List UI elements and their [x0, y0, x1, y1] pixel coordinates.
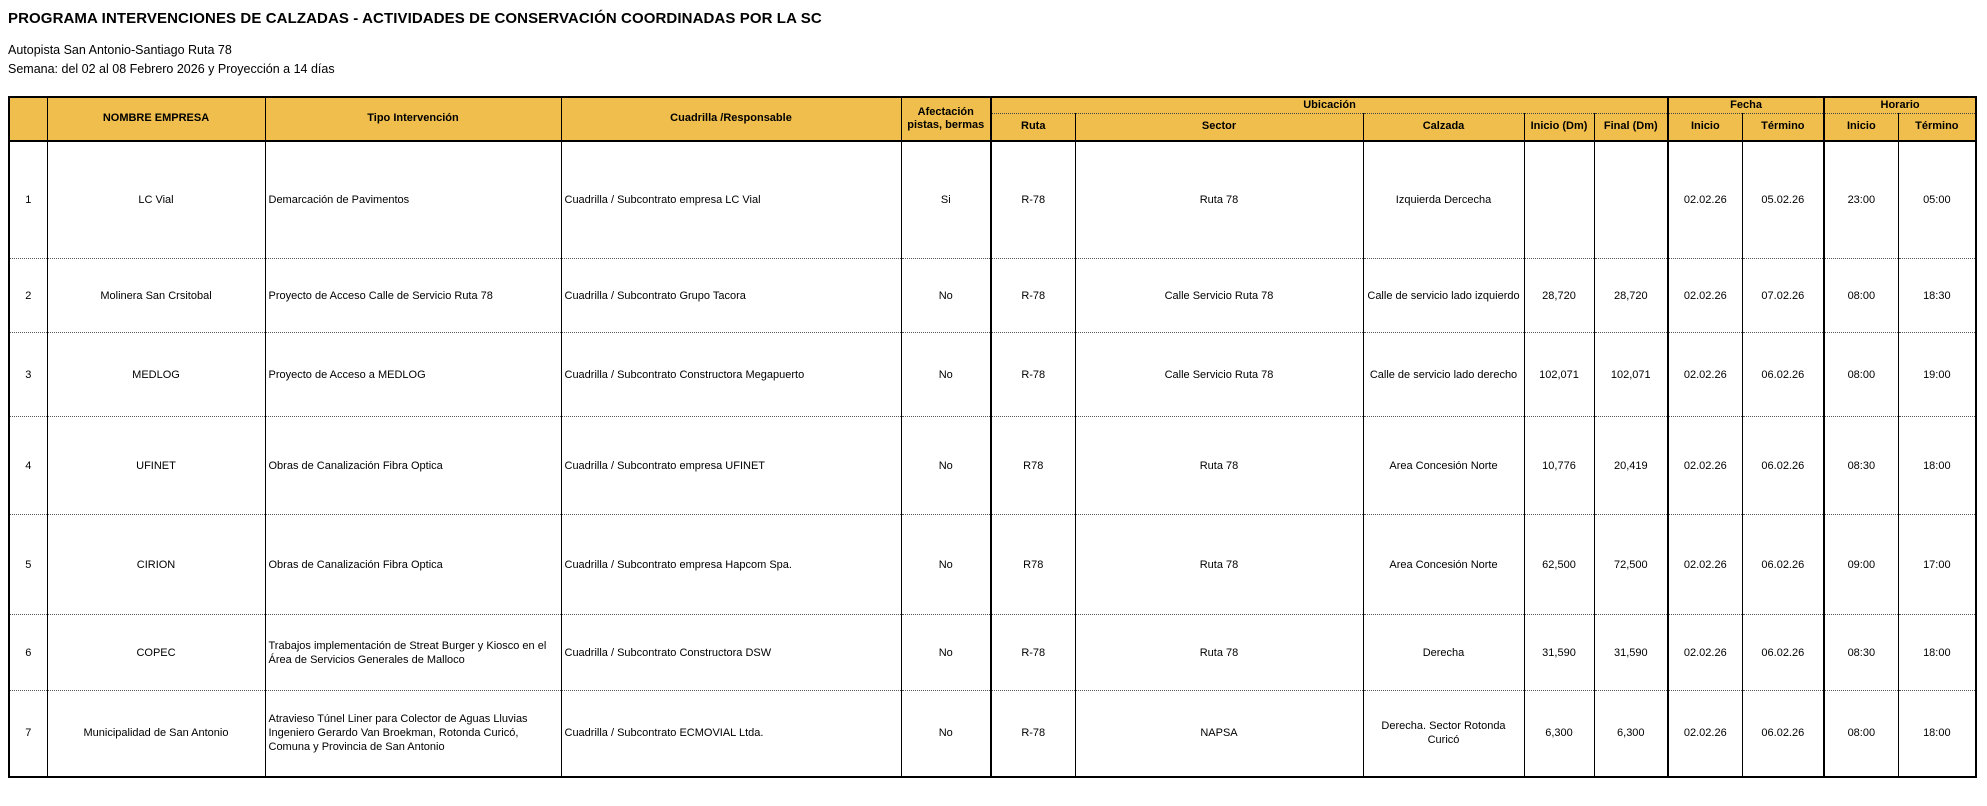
empresa-cell: UFINET [47, 417, 265, 515]
calzada-cell: Calle de servicio lado izquierdo [1363, 259, 1524, 333]
calzada-cell: Calle de servicio lado derecho [1363, 333, 1524, 417]
final-dm-cell: 31,590 [1594, 615, 1668, 691]
cuadrilla-cell: Cuadrilla / Subcontrato empresa LC Vial [561, 141, 901, 259]
group-header-fecha: Fecha [1668, 97, 1824, 114]
ruta-cell: R-78 [991, 333, 1075, 417]
inicio-dm-cell: 28,720 [1524, 259, 1594, 333]
week-subtitle: Semana: del 02 al 08 Febrero 2026 y Proyección a 14 días [8, 62, 335, 76]
title-block [0, 0, 1987, 79]
row-number-cell: 5 [9, 515, 47, 615]
row-number-cell: 4 [9, 417, 47, 515]
tipo-intervencion-cell: Atravieso Túnel Liner para Colector de Aguas Lluvias Ingeniero Gerardo Van Broekman, Rotonda Curicó, Comuna y Provincia de San Antonio [265, 691, 561, 777]
calzada-cell: Derecha. Sector Rotonda Curicó [1363, 691, 1524, 777]
fecha-inicio-cell: 02.02.26 [1668, 141, 1742, 259]
fecha-termino-cell: 06.02.26 [1742, 615, 1824, 691]
row-number-cell: 7 [9, 691, 47, 777]
inicio-dm-cell: 102,071 [1524, 333, 1594, 417]
row-number-cell: 3 [9, 333, 47, 417]
horario-inicio-cell: 08:00 [1824, 333, 1898, 417]
sector-cell: Ruta 78 [1075, 615, 1363, 691]
corner-header-cell [9, 97, 47, 141]
afectacion-cell: No [901, 515, 991, 615]
sector-cell: Ruta 78 [1075, 141, 1363, 259]
horario-inicio-cell: 08:30 [1824, 615, 1898, 691]
col-header-fecha-termino: Término [1742, 114, 1824, 141]
table-row [9, 333, 1976, 417]
horario-termino-cell: 18:00 [1898, 691, 1976, 777]
col-header-afectacion: Afectación pistas, bermas [901, 97, 991, 141]
cuadrilla-cell: Cuadrilla / Subcontrato empresa Hapcom Spa. [561, 515, 901, 615]
col-header-fecha-inicio: Inicio [1668, 114, 1742, 141]
table-row [9, 259, 1976, 333]
row-number-cell: 1 [9, 141, 47, 259]
cuadrilla-cell: Cuadrilla / Subcontrato Grupo Tacora [561, 259, 901, 333]
fecha-termino-cell: 06.02.26 [1742, 333, 1824, 417]
sector-cell: NAPSA [1075, 691, 1363, 777]
ruta-cell: R-78 [991, 691, 1075, 777]
row-number-cell: 6 [9, 615, 47, 691]
row-number-cell: 2 [9, 259, 47, 333]
horario-termino-cell: 18:30 [1898, 259, 1976, 333]
col-header-horario-termino: Término [1898, 114, 1976, 141]
fecha-inicio-cell: 02.02.26 [1668, 615, 1742, 691]
ruta-cell: R-78 [991, 615, 1075, 691]
horario-inicio-cell: 09:00 [1824, 515, 1898, 615]
horario-inicio-cell: 08:30 [1824, 417, 1898, 515]
final-dm-cell: 20,419 [1594, 417, 1668, 515]
col-header-ruta: Ruta [991, 114, 1075, 141]
fecha-termino-cell: 06.02.26 [1742, 417, 1824, 515]
afectacion-cell: Si [901, 141, 991, 259]
tipo-intervencion-cell: Proyecto de Acceso Calle de Servicio Ruta 78 [265, 259, 561, 333]
ruta-cell: R78 [991, 417, 1075, 515]
afectacion-cell: No [901, 691, 991, 777]
cuadrilla-cell: Cuadrilla / Subcontrato Constructora Megapuerto [561, 333, 901, 417]
calzada-cell: Derecha [1363, 615, 1524, 691]
tipo-intervencion-cell: Obras de Canalización Fibra Optica [265, 417, 561, 515]
final-dm-cell: 102,071 [1594, 333, 1668, 417]
inicio-dm-cell: 6,300 [1524, 691, 1594, 777]
ruta-cell: R-78 [991, 259, 1075, 333]
col-header-horario-inicio: Inicio [1824, 114, 1898, 141]
empresa-cell: Municipalidad de San Antonio [47, 691, 265, 777]
empresa-cell: Molinera San Crsitobal [47, 259, 265, 333]
cuadrilla-cell: Cuadrilla / Subcontrato ECMOVIAL Ltda. [561, 691, 901, 777]
horario-inicio-cell: 23:00 [1824, 141, 1898, 259]
col-header-cuadrilla: Cuadrilla /Responsable [561, 97, 901, 141]
table-body [9, 141, 1976, 777]
table-row [9, 417, 1976, 515]
calzada-cell: Area Concesión Norte [1363, 515, 1524, 615]
sector-cell: Ruta 78 [1075, 515, 1363, 615]
fecha-termino-cell: 05.02.26 [1742, 141, 1824, 259]
inicio-dm-cell [1524, 141, 1594, 259]
header-group-row [9, 97, 1976, 114]
tipo-intervencion-cell: Demarcación de Pavimentos [265, 141, 561, 259]
empresa-cell: MEDLOG [47, 333, 265, 417]
final-dm-cell [1594, 141, 1668, 259]
table-row [9, 141, 1976, 259]
col-header-tipo-intervencion: Tipo Intervención [265, 97, 561, 141]
table-row [9, 615, 1976, 691]
afectacion-cell: No [901, 259, 991, 333]
afectacion-cell: No [901, 615, 991, 691]
tipo-intervencion-cell: Proyecto de Acceso a MEDLOG [265, 333, 561, 417]
fecha-termino-cell: 06.02.26 [1742, 515, 1824, 615]
fecha-inicio-cell: 02.02.26 [1668, 515, 1742, 615]
page-title: PROGRAMA INTERVENCIONES DE CALZADAS - ACTIVIDADES DE CONSERVACIÓN COORDINADAS POR LA SC [8, 10, 822, 27]
interventions-table [8, 96, 1977, 778]
col-header-calzada: Calzada [1363, 114, 1524, 141]
empresa-cell: CIRION [47, 515, 265, 615]
cuadrilla-cell: Cuadrilla / Subcontrato Constructora DSW [561, 615, 901, 691]
inicio-dm-cell: 10,776 [1524, 417, 1594, 515]
calzada-cell: Area Concesión Norte [1363, 417, 1524, 515]
empresa-cell: COPEC [47, 615, 265, 691]
ruta-cell: R-78 [991, 141, 1075, 259]
horario-termino-cell: 17:00 [1898, 515, 1976, 615]
calzada-cell: Izquierda Dercecha [1363, 141, 1524, 259]
fecha-inicio-cell: 02.02.26 [1668, 691, 1742, 777]
final-dm-cell: 6,300 [1594, 691, 1668, 777]
tipo-intervencion-cell: Trabajos implementación de Streat Burger y Kiosco en el Área de Servicios Generales de Malloco [265, 615, 561, 691]
table-row [9, 691, 1976, 777]
final-dm-cell: 28,720 [1594, 259, 1668, 333]
fecha-termino-cell: 06.02.26 [1742, 691, 1824, 777]
col-header-final-dm: Final (Dm) [1594, 114, 1668, 141]
inicio-dm-cell: 62,500 [1524, 515, 1594, 615]
sector-cell: Calle Servicio Ruta 78 [1075, 259, 1363, 333]
col-header-inicio-dm: Inicio (Dm) [1524, 114, 1594, 141]
route-subtitle: Autopista San Antonio-Santiago Ruta 78 [8, 43, 232, 57]
empresa-cell: LC Vial [47, 141, 265, 259]
horario-termino-cell: 05:00 [1898, 141, 1976, 259]
col-header-nombre-empresa: NOMBRE EMPRESA [47, 97, 265, 141]
group-header-horario: Horario [1824, 97, 1976, 114]
afectacion-cell: No [901, 333, 991, 417]
cuadrilla-cell: Cuadrilla / Subcontrato empresa UFINET [561, 417, 901, 515]
table-header [9, 97, 1976, 141]
horario-termino-cell: 19:00 [1898, 333, 1976, 417]
sector-cell: Calle Servicio Ruta 78 [1075, 333, 1363, 417]
table-row [9, 515, 1976, 615]
final-dm-cell: 72,500 [1594, 515, 1668, 615]
horario-inicio-cell: 08:00 [1824, 259, 1898, 333]
horario-termino-cell: 18:00 [1898, 417, 1976, 515]
horario-inicio-cell: 08:00 [1824, 691, 1898, 777]
tipo-intervencion-cell: Obras de Canalización Fibra Optica [265, 515, 561, 615]
fecha-inicio-cell: 02.02.26 [1668, 333, 1742, 417]
fecha-termino-cell: 07.02.26 [1742, 259, 1824, 333]
afectacion-cell: No [901, 417, 991, 515]
sector-cell: Ruta 78 [1075, 417, 1363, 515]
fecha-inicio-cell: 02.02.26 [1668, 259, 1742, 333]
fecha-inicio-cell: 02.02.26 [1668, 417, 1742, 515]
ruta-cell: R78 [991, 515, 1075, 615]
col-header-sector: Sector [1075, 114, 1363, 141]
group-header-ubicacion: Ubicación [991, 97, 1668, 114]
horario-termino-cell: 18:00 [1898, 615, 1976, 691]
inicio-dm-cell: 31,590 [1524, 615, 1594, 691]
